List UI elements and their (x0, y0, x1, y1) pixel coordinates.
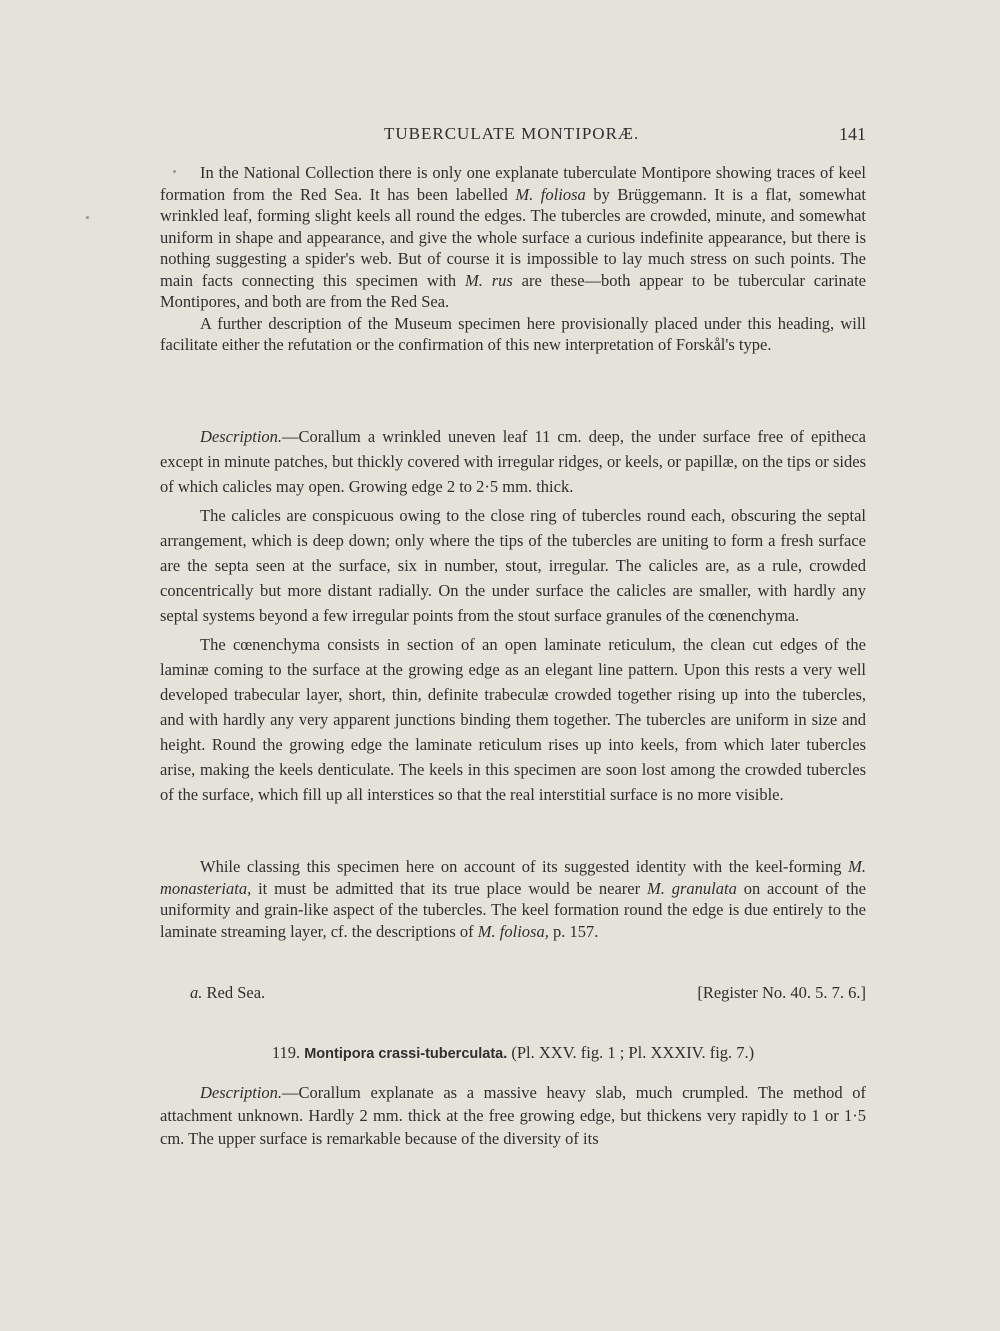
plate-references: (Pl. XXV. fig. 1 ; Pl. XXXIV. fig. 7.) (507, 1043, 755, 1062)
register-number: [Register No. 40. 5. 7. 6.] (697, 983, 866, 1002)
paragraph-species-description: Description.—Corallum explanate as a massive heavy slab, much crumpled. The method of attachment unknown. Hardly 2 mm. thick at the free growing edge, but thickens very rapidly to 1 or 1·5 cm. The upper surface is remarkable because of the diversity of its (160, 1083, 866, 1148)
description-label: Description. (200, 1083, 283, 1102)
paragraph-calicles: The calicles are conspicuous owing to the close ring of tubercles round each, obscuring the septal arrangement, which is deep down; only where the tips of the tubercles are uniting to form a fresh surface are the septa seen at the surface, six in number, stout, irregular. The calicles are, as a rule, crowded concentrically but more distant radially. On the under surface the calicles are smaller, with hardly any septal systems beyond a few irregular points from the stout surface granules of the cœnenchyma. (160, 506, 866, 625)
description-label: Description. (200, 427, 283, 446)
description-section (160, 424, 866, 807)
species-heading (160, 1043, 866, 1063)
species-ref: M. foliosa, (477, 921, 549, 941)
running-title: TUBERCULATE MONTIPORÆ. (384, 124, 640, 143)
species-ref: M. foliosa (515, 184, 586, 204)
paragraph-coenenchyma: The cœnenchyma consists in section of an open laminate reticulum, the clean cut edges of the laminæ coming to the surface at the growing edge as an elegant line pattern. Upon this rests a very well developed trabecular layer, short, thin, definite trabeculæ crowded together rising up into the tubercles, and with hardly any very apparent junctions binding them together. The tubercles are uniform in size and height. Round the growing edge the laminate reticulum rises up into keels, from which later tubercles arise, making the keels denticulate. The keels in this specimen are soon lost among the crowded tubercles of the surface, which fill up all interstices so that the real interstitial surface is no more visible. (160, 635, 866, 804)
species-ref: M. rus (465, 270, 513, 290)
specimen-locality: a. Red Sea. (190, 983, 266, 1002)
specimen-letter: a. (190, 983, 203, 1002)
paragraph-further-description: A further description of the Museum specimen here provisionally placed under this heading, will facilitate either the refutation or the confirmation of this new interpretation of Forskål's type. (160, 313, 866, 354)
species-description-section (160, 1081, 866, 1150)
intro-section (160, 162, 866, 356)
paragraph-classification: While classing this specimen here on account of its suggested identity with the keel-forming M. monasteriata, it must be admitted that its true place would be nearer M. granulata on account of the uniformity and grain-like aspect of the tubercles. The keel formation round the edge is due entirely to the laminate streaming layer, cf. the descriptions of M. foliosa, p. 157. (160, 857, 866, 941)
specimen-entry (160, 983, 866, 1005)
classification-section (160, 856, 866, 942)
page-header (160, 124, 866, 148)
page-number: 141 (839, 124, 866, 144)
species-name: Montipora crassi-tuberculata. (304, 1046, 508, 1062)
paragraph-national-collection: In the National Collection there is only one explanate tuberculate Montipore showing traces of keel formation from the Red Sea. It has been labelled M. foliosa by Brüggemann. It is a flat, somewhat wrinkled leaf, forming slight keels all round the edges. The tubercles are crowded, minute, and somewhat uniform in shape and appearance, and give the whole surface a curious indefinite appearance, but there is nothing suggesting a spider's web. But of course it is impossible to lay much stress on such points. The main facts connecting this specimen with M. rus are these—both appear to be tubercular carinate Montipores, and both are from the Red Sea. (160, 163, 866, 311)
paper-speck (86, 216, 89, 219)
paragraph-description: Description.—Corallum a wrinkled uneven leaf 11 cm. deep, the under surface free of epitheca except in minute patches, but thickly covered with irregular ridges, or keels, or papillæ, on the tips or sides of which calicles may open. Growing edge 2 to 2·5 mm. thick. (160, 427, 866, 496)
species-ref: M. monasteriata, (160, 857, 866, 898)
species-number: 119. (271, 1043, 305, 1062)
species-ref: M. granulata (647, 878, 737, 898)
